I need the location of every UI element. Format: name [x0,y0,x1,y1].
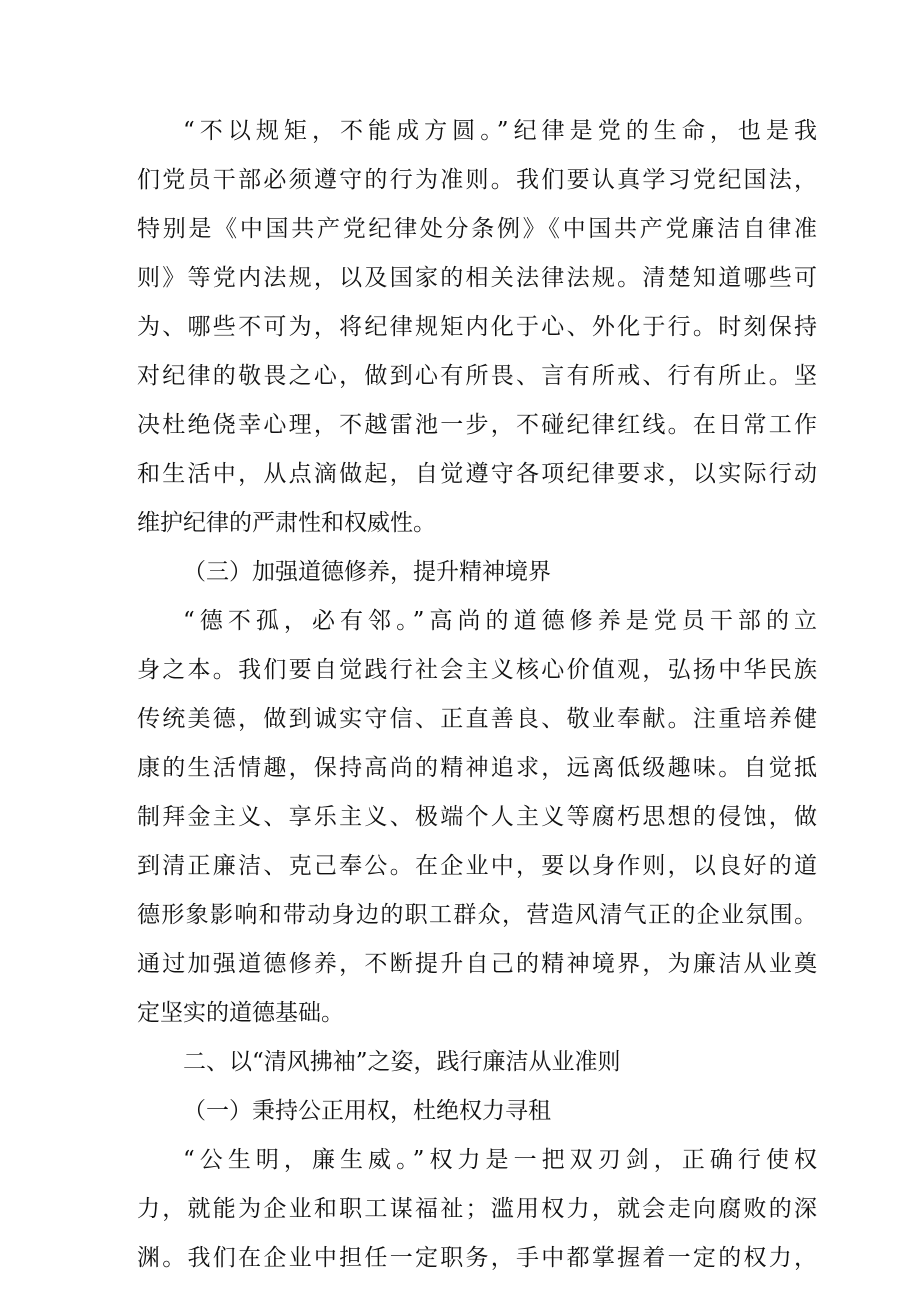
text-line: 和生活中，从点滴做起，自觉遵守各项纪律要求，以实际行动 [137,461,817,487]
text-line: 渊。我们在企业中担任一定职务，手中都掌握着一定的权力， [137,1245,817,1271]
text-line: 特别是《中国共产党纪律处分条例》《中国共产党廉洁自律准 [137,216,817,242]
text-line: 对纪律的敬畏之心，做到心有所畏、言有所戒、行有所止。坚 [137,363,817,389]
text-line: “公生明，廉生威。”权力是一把双刃剑，正确行使权 [183,1147,817,1173]
text-line: 为、哪些不可为，将纪律规矩内化于心、外化于行。时刻保持 [137,314,817,340]
text-line: 德形象影响和带动身边的职工群众，营造风清气正的企业氛围。 [137,902,817,928]
text-line: 维护纪律的严肃性和权威性。 [137,510,436,536]
text-line: 传统美德，做到诚实守信、正直善良、敬业奉献。注重培养健 [137,706,817,732]
text-line: 们党员干部必须遵守的行为准则。我们要认真学习党纪国法， [137,167,817,193]
section-heading: （三）加强道德修养，提升精神境界 [183,559,551,585]
text-line: 决杜绝侥幸心理，不越雷池一步，不碰纪律红线。在日常工作 [137,412,817,438]
text-line: 则》等党内法规，以及国家的相关法律法规。清楚知道哪些可 [137,265,817,291]
text-line: 通过加强道德修养，不断提升自己的精神境界，为廉洁从业奠 [137,951,817,977]
text-line: 身之本。我们要自觉践行社会主义核心价值观，弘扬中华民族 [137,657,817,683]
text-line: “不以规矩，不能成方圆。”纪律是党的生命，也是我 [183,118,817,144]
section-heading: （一）秉持公正用权，杜绝权力寻租 [183,1098,551,1124]
text-line: 定坚实的道德基础。 [137,1000,344,1026]
text-line: 康的生活情趣，保持高尚的精神追求，远离低级趣味。自觉抵 [137,755,817,781]
text-line: 力，就能为企业和职工谋福祉；滥用权力，就会走向腐败的深 [137,1196,817,1222]
text-line: 制拜金主义、享乐主义、极端个人主义等腐朽思想的侵蚀，做 [137,804,817,830]
text-line: “德不孤，必有邻。”高尚的道德修养是党员干部的立 [183,608,817,634]
chapter-heading: 二、以“清风拂袖”之姿，践行廉洁从业准则 [183,1049,621,1075]
text-line: 到清正廉洁、克己奉公。在企业中，要以身作则，以良好的道 [137,853,817,879]
